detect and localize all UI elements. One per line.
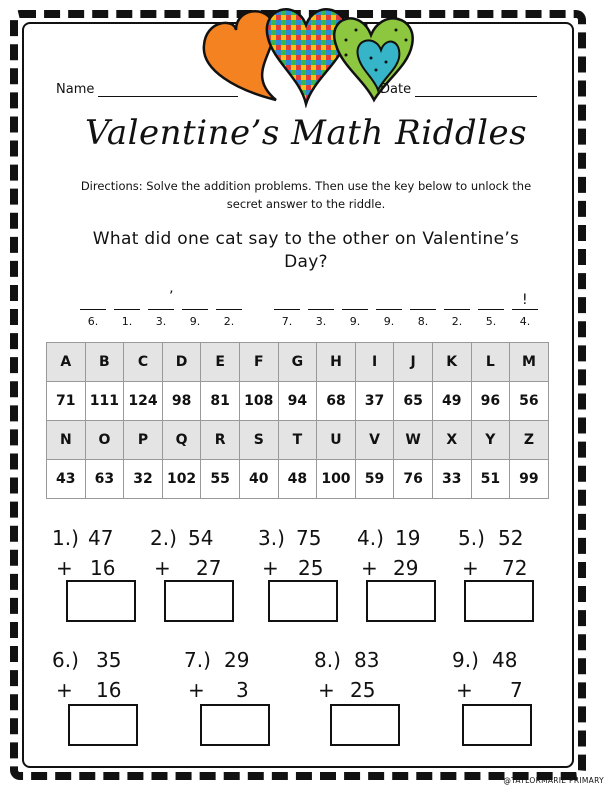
problem-top-number: 47 xyxy=(88,526,114,550)
problem-label: 2.) xyxy=(150,526,177,550)
answer-blank[interactable]: 3. xyxy=(148,297,174,337)
plus-sign: + xyxy=(154,556,171,580)
key-value: 111 xyxy=(85,382,124,421)
name-label: Name xyxy=(56,82,95,97)
answer-blank[interactable]: 1. xyxy=(114,297,140,337)
problem-label: 9.) xyxy=(452,648,479,672)
answer-blank[interactable]: 9. xyxy=(182,297,208,337)
quilt-heart-icon xyxy=(267,9,347,104)
key-value: 32 xyxy=(124,460,163,499)
problem-bottom-number: 25 xyxy=(350,678,376,702)
problem-label: 4.) xyxy=(357,526,384,550)
answer-box-6[interactable] xyxy=(68,704,138,746)
answer-word-1 xyxy=(80,297,242,337)
answer-box-1[interactable] xyxy=(66,580,136,622)
problem-bottom-number: 72 xyxy=(502,556,528,580)
key-value: 56 xyxy=(510,382,549,421)
key-value: 33 xyxy=(432,460,471,499)
exclamation-mark: ! xyxy=(522,292,528,308)
key-letter: G xyxy=(278,343,317,382)
key-value: 102 xyxy=(162,460,201,499)
key-value: 48 xyxy=(278,460,317,499)
problem-top-number: 54 xyxy=(188,526,214,550)
key-value: 124 xyxy=(124,382,163,421)
key-letter: J xyxy=(394,343,433,382)
page-title: Valentine’s Math Riddles xyxy=(84,113,528,153)
key-value: 63 xyxy=(85,460,124,499)
key-letter: K xyxy=(432,343,471,382)
problem-top-number: 35 xyxy=(96,648,122,672)
key-value: 65 xyxy=(394,382,433,421)
copyright-text: @TAYLORMARIE PRIMARY xyxy=(503,776,604,785)
apostrophe-mark: ’ xyxy=(169,289,174,305)
plus-sign: + xyxy=(188,678,205,702)
key-letter: O xyxy=(85,421,124,460)
plus-sign: + xyxy=(318,678,335,702)
key-letter: V xyxy=(355,421,394,460)
problem-top-number: 52 xyxy=(498,526,524,550)
key-row-letters-1 xyxy=(47,343,549,382)
key-letter: L xyxy=(471,343,510,382)
key-letter: A xyxy=(47,343,86,382)
answer-box-3[interactable] xyxy=(268,580,338,622)
key-letter: U xyxy=(317,421,356,460)
answer-blank[interactable]: 3. xyxy=(308,297,334,337)
plus-sign: + xyxy=(56,556,73,580)
key-value: 98 xyxy=(162,382,201,421)
problem-bottom-number: 29 xyxy=(393,556,419,580)
answer-box-4[interactable] xyxy=(366,580,436,622)
problem-bottom-number: 16 xyxy=(90,556,116,580)
problem-bottom-number: 3 xyxy=(236,678,249,702)
key-row-values-1 xyxy=(47,382,549,421)
key-value: 49 xyxy=(432,382,471,421)
key-letter: T xyxy=(278,421,317,460)
answer-blank[interactable]: 6. xyxy=(80,297,106,337)
key-value: 59 xyxy=(355,460,394,499)
problem-top-number: 29 xyxy=(224,648,250,672)
name-line[interactable] xyxy=(98,96,238,97)
problem-label: 5.) xyxy=(458,526,485,550)
key-row-letters-2 xyxy=(47,421,549,460)
answer-blank[interactable]: 2. xyxy=(444,297,470,337)
key-value: 81 xyxy=(201,382,240,421)
key-value: 99 xyxy=(510,460,549,499)
plus-sign: + xyxy=(462,556,479,580)
plus-sign: + xyxy=(262,556,279,580)
key-value: 40 xyxy=(239,460,278,499)
key-letter: R xyxy=(201,421,240,460)
key-letter: I xyxy=(355,343,394,382)
answer-blank[interactable]: 9. xyxy=(342,297,368,337)
key-letter: S xyxy=(239,421,278,460)
date-field[interactable] xyxy=(380,82,537,97)
key-letter: X xyxy=(432,421,471,460)
problem-top-number: 75 xyxy=(296,526,322,550)
problem-top-number: 19 xyxy=(395,526,421,550)
problem-label: 8.) xyxy=(314,648,341,672)
key-value: 37 xyxy=(355,382,394,421)
answer-box-7[interactable] xyxy=(200,704,270,746)
key-value: 96 xyxy=(471,382,510,421)
key-value: 76 xyxy=(394,460,433,499)
key-row-values-2 xyxy=(47,460,549,499)
key-letter: N xyxy=(47,421,86,460)
answer-blank[interactable]: 9. xyxy=(376,297,402,337)
answer-blank[interactable]: 7. xyxy=(274,297,300,337)
problem-label: 1.) xyxy=(52,526,79,550)
answer-word-2 xyxy=(274,297,538,337)
key-letter: C xyxy=(124,343,163,382)
key-letter: H xyxy=(317,343,356,382)
letter-key-table xyxy=(46,342,549,499)
answer-box-9[interactable] xyxy=(462,704,532,746)
answer-blank[interactable]: 2. xyxy=(216,297,242,337)
name-field[interactable] xyxy=(56,82,238,97)
answer-box-2[interactable] xyxy=(164,580,234,622)
key-value: 94 xyxy=(278,382,317,421)
key-letter: M xyxy=(510,343,549,382)
directions-text: Directions: Solve the addition problems. Then use the key below to unlock the secret answer to the riddle. xyxy=(80,179,532,211)
key-value: 108 xyxy=(239,382,278,421)
key-value: 43 xyxy=(47,460,86,499)
key-letter: Q xyxy=(162,421,201,460)
problem-label: 3.) xyxy=(258,526,285,550)
plus-sign: + xyxy=(56,678,73,702)
key-letter: B xyxy=(85,343,124,382)
key-value: 55 xyxy=(201,460,240,499)
plus-sign: + xyxy=(361,556,378,580)
key-letter: Z xyxy=(510,421,549,460)
problem-bottom-number: 16 xyxy=(96,678,122,702)
key-value: 71 xyxy=(47,382,86,421)
key-letter: F xyxy=(239,343,278,382)
problem-bottom-number: 25 xyxy=(298,556,324,580)
key-letter: Y xyxy=(471,421,510,460)
date-line[interactable] xyxy=(415,96,537,97)
key-letter: D xyxy=(162,343,201,382)
key-value: 100 xyxy=(317,460,356,499)
date-label: Date xyxy=(380,82,412,97)
answer-box-5[interactable] xyxy=(464,580,534,622)
problem-top-number: 83 xyxy=(354,648,380,672)
problem-top-number: 48 xyxy=(492,648,518,672)
answer-box-8[interactable] xyxy=(330,704,400,746)
key-value: 51 xyxy=(471,460,510,499)
answer-blank[interactable]: 4. xyxy=(512,297,538,337)
key-letter: W xyxy=(394,421,433,460)
problem-bottom-number: 27 xyxy=(196,556,222,580)
key-letter: P xyxy=(124,421,163,460)
answer-blank[interactable]: 8. xyxy=(410,297,436,337)
problem-label: 7.) xyxy=(184,648,211,672)
key-value: 68 xyxy=(317,382,356,421)
problem-label: 6.) xyxy=(52,648,79,672)
riddle-question: What did one cat say to the other on Valentine’s Day? xyxy=(92,229,520,272)
plus-sign: + xyxy=(456,678,473,702)
answer-blank[interactable]: 5. xyxy=(478,297,504,337)
key-letter: E xyxy=(201,343,240,382)
problem-bottom-number: 7 xyxy=(510,678,523,702)
